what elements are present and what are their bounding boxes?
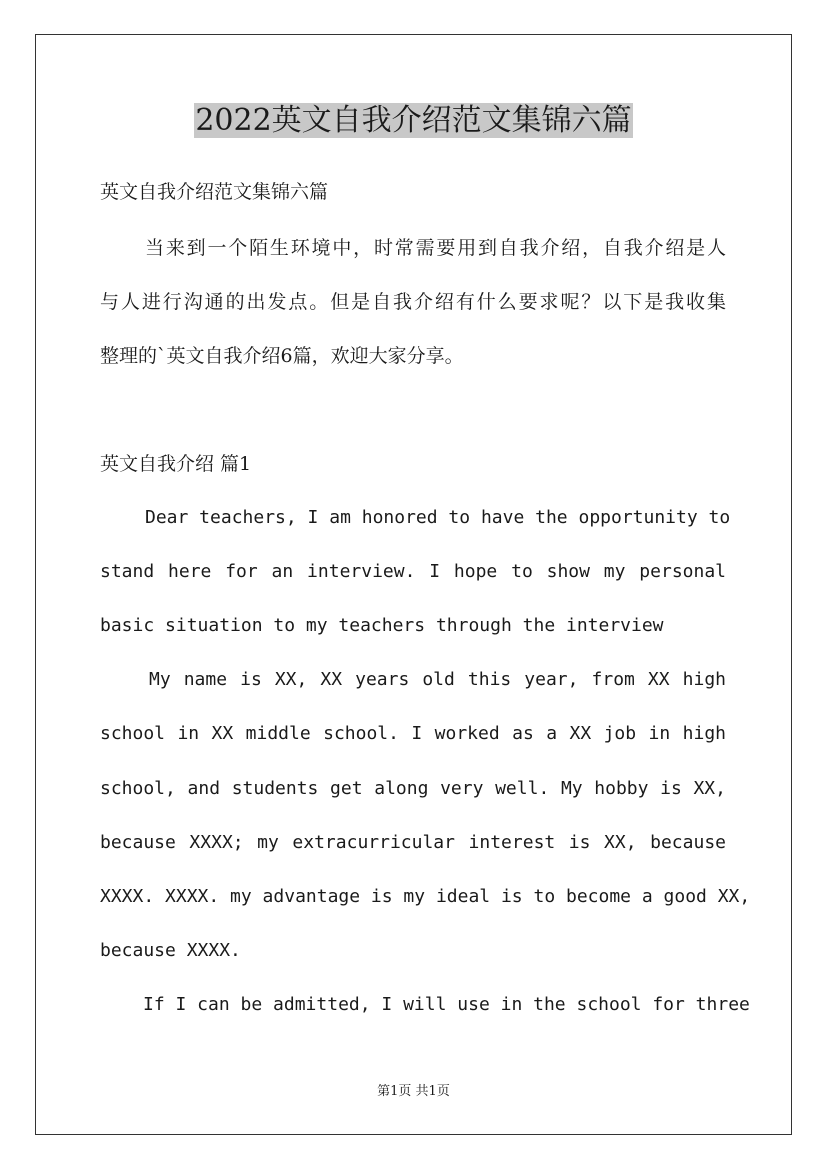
intro-line-3: 整理的`英文自我介绍6篇，欢迎大家分享。 (100, 345, 464, 367)
paragraph-1-line-2: stand here for an interview. I hope to show my personal (100, 561, 726, 582)
paragraph-2-line-3: school, and students get along very well. My hobby is XX, (100, 778, 726, 799)
document-subtitle: 英文自我介绍范文集锦六篇 (100, 181, 329, 203)
page-number-footer: 第1页 共1页 (377, 1084, 450, 1099)
intro-line-2: 与人进行沟通的出发点。但是自我介绍有什么要求呢？以下是我收集 (100, 291, 726, 313)
paragraph-2-line-2: school in XX middle school. I worked as a XX job in high (100, 723, 726, 744)
paragraph-2-line-6: because XXXX. (100, 940, 241, 961)
paragraph-2-line-4: because XXXX; my extracurricular interest is XX, because (100, 832, 726, 853)
paragraph-2-line-5: XXXX. XXXX. my advantage is my ideal is to become a good XX, (100, 886, 751, 907)
section-heading: 英文自我介绍 篇1 (100, 453, 252, 475)
intro-line-1: 当来到一个陌生环境中，时常需要用到自我介绍，自我介绍是人 (145, 237, 726, 259)
paragraph-1-line-3: basic situation to my teachers through the interview (100, 615, 664, 636)
paragraph-2-line-1: My name is XX, XX years old this year, from XX high (149, 669, 726, 690)
document-title-text: 2022英文自我介绍范文集锦六篇 (195, 103, 632, 138)
paragraph-1-line-1: Dear teachers, I am honored to have the opportunity to (145, 507, 731, 528)
document-title (0, 101, 827, 141)
paragraph-3-line-1: If I can be admitted, I will use in the school for three (143, 994, 750, 1015)
